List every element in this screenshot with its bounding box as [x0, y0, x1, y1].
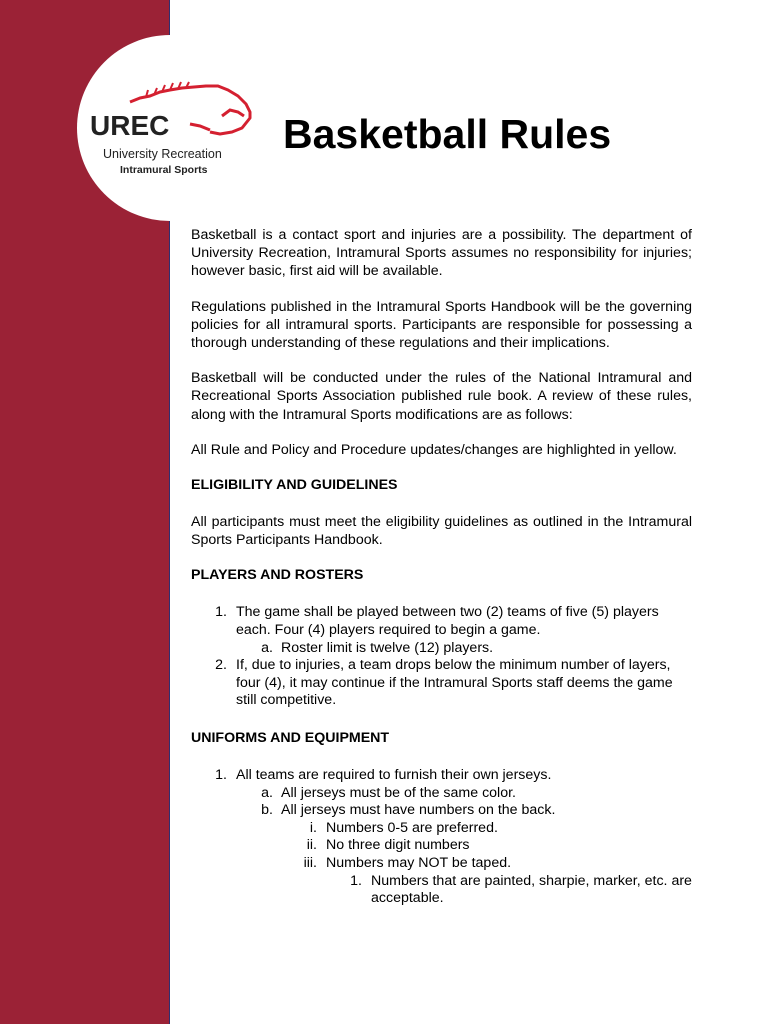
section-heading: ELIGIBILITY AND GUIDELINES	[191, 477, 398, 494]
list-item	[191, 855, 692, 873]
section-paragraph: All participants must meet the eligibility guidelines as outlined in the Intramural Sports Participants Handbook.	[191, 514, 692, 549]
list-marker: i.	[309, 819, 317, 836]
list-item	[191, 604, 692, 639]
list-item	[191, 873, 692, 908]
list-item	[191, 802, 692, 820]
intro-paragraph: All Rule and Policy and Procedure updates/changes are highlighted in yellow.	[191, 441, 677, 458]
urec-logo	[86, 80, 256, 180]
list-marker: 2.	[215, 657, 227, 674]
list-marker: 1.	[215, 767, 227, 783]
list-text: All teams are required to furnish their own jerseys.	[236, 767, 552, 783]
uniforms-list	[191, 767, 692, 908]
players-list	[191, 604, 692, 710]
document-body	[191, 226, 692, 908]
list-marker: a.	[261, 784, 273, 801]
page-title: Basketball Rules	[283, 111, 612, 157]
intro-paragraph: Basketball is a contact sport and injuries are a possibility. The department of University Recreation, Intramural Sports assumes no responsibility for injuries; however basic, first aid will be available.	[191, 227, 692, 280]
list-item	[191, 837, 692, 855]
list-item	[191, 640, 692, 658]
list-item	[191, 820, 692, 838]
section-heading: UNIFORMS AND EQUIPMENT	[191, 730, 390, 746]
list-text: All jerseys must be of the same color.	[281, 784, 516, 801]
list-marker: 1.	[350, 872, 362, 889]
list-text: Numbers that are painted, sharpie, marker, etc. are acceptable.	[371, 872, 692, 907]
list-marker: b.	[261, 802, 273, 819]
list-marker: ii.	[306, 837, 317, 854]
list-item	[191, 657, 692, 710]
section-heading: PLAYERS AND ROSTERS	[191, 567, 364, 584]
list-marker: 1.	[215, 604, 227, 621]
intro-paragraph: Regulations published in the Intramural Sports Handbook will be the governing policies for all intramural sports. Participants are responsible for possessing a thorough understanding of these regulations and their implications.	[191, 298, 692, 352]
list-text: The game shall be played between two (2) teams of five (5) players each. Four (4) players required to begin a game.	[236, 604, 659, 639]
list-text: No three digit numbers	[326, 837, 470, 854]
list-item	[191, 785, 692, 803]
list-text: All jerseys must have numbers on the back.	[281, 802, 556, 819]
logo-subtitle: University Recreation	[103, 147, 222, 161]
list-marker: a.	[261, 639, 273, 656]
list-text: Roster limit is twelve (12) players.	[281, 639, 494, 656]
logo-wordmark: UREC	[90, 110, 170, 141]
list-text: If, due to injuries, a team drops below the minimum number of layers, four (4), it may continue if the Intramural Sports staff deems the game still competitive.	[236, 657, 673, 709]
list-text: Numbers 0-5 are preferred.	[326, 819, 498, 836]
list-item	[191, 767, 692, 785]
list-text: Numbers may NOT be taped.	[326, 854, 512, 871]
intro-paragraph: Basketball will be conducted under the rules of the National Intramural and Recreational Sports Association published rule book. A review of these rules, along with the Intramural Sports modifications are as follows:	[191, 370, 692, 423]
list-marker: iii.	[303, 854, 317, 871]
logo-subtitle-2: Intramural Sports	[120, 164, 208, 176]
